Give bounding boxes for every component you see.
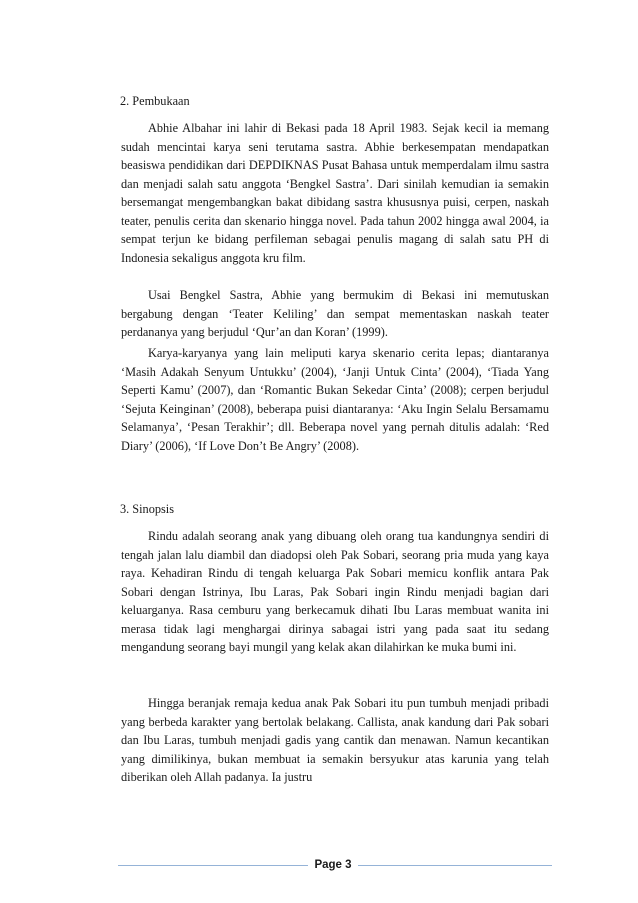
paragraph-sinopsis-1: Rindu adalah seorang anak yang dibuang oleh orang tua kandungnya sendiri di tengah jalan lalu diambil dan diadopsi oleh Pak Sobari, seorang pria muda yang kaya raya. Kehadiran Rindu di tengah keluarga Pak Sobari memicu konflik antara Pak Sobari dengan Istrinya, Ibu Laras, Pak Sobari ingin Rindu menjadi bagian dari keluarganya. Rasa cemburu yang berkecamuk dihati Ibu Laras membuat wanita ini merasa tidak lagi menghargai dirinya sabagai istri yang pada saat itu sedang mengandung seorang bayi mungil yang kelak akan dilahirkan ke muka bumi ini.: [121, 529, 549, 654]
section-heading-sinopsis: 3. Sinopsis: [120, 502, 174, 516]
paragraph-sinopsis-2: Hingga beranjak remaja kedua anak Pak Sobari itu pun tumbuh menjadi pribadi yang berbeda karakter yang bertolak belakang. Callista, anak kandung dari Pak sobari dan Ibu Laras, tumbuh menjadi gadis yang cantik dan menawan. Namun kecantikan yang dimilikinya, bukan membuat ia semakin bersyukur atas karunia yang telah diberikan oleh Allah padanya. Ia justru: [121, 696, 549, 784]
paragraph-teater: Usai Bengkel Sastra, Abhie yang bermukim di Bekasi ini memutuskan bergabung dengan ‘Teater Keliling’ dan sempat mementaskan naskah teater perdananya yang berjudul ‘Qur’an dan Koran’ (1999).: [121, 288, 549, 339]
footer-rule-right: [358, 865, 552, 866]
footer-rule-left: [118, 865, 308, 866]
section-heading-pembukaan: 2. Pembukaan: [120, 94, 190, 108]
paragraph-works: Karya-karyanya yang lain meliputi karya skenario cerita lepas; diantaranya ‘Masih Adakah Senyum Untukku’ (2004), ‘Janji Untuk Cinta’ (2004), ‘Tiada Yang Seperti Kamu’ (2007), dan ‘Romantic Bukan Sekedar Cinta’ (2008); cerpen berjudul ‘Sejuta Keinginan’ (2008), beberapa puisi diantaranya: ‘Aku Ingin Selalu Bersamamu Selamanya’, ‘Pesan Terakhir’; dll. Beberapa novel yang pernah ditulis adalah: ‘Red Diary’ (2006), ‘If Love Don’t Be Angry’ (2008).: [121, 346, 549, 453]
page-number: Page 3: [314, 859, 352, 871]
paragraph-biography: Abhie Albahar ini lahir di Bekasi pada 18 April 1983. Sejak kecil ia memang sudah mencintai karya seni terutama sastra. Abhie berkesempatan mendapatkan beasiswa pendidikan dari DEPDIKNAS Pusat Bahasa untuk memperdalam ilmu sastra dan menjadi salah satu anggota ‘Bengkel Sastra’. Dari sinilah kemudian ia semakin bersemangat mengembangkan bakat dibidang sastra khususnya puisi, cerpen, naskah teater, penulis cerita dan skenario hingga novel. Pada tahun 2002 hingga awal 2004, ia sempat terjun ke bidang perfileman sebagai penulis magang di salah satu PH di Indonesia sekaligus anggota kru film.: [121, 121, 549, 265]
